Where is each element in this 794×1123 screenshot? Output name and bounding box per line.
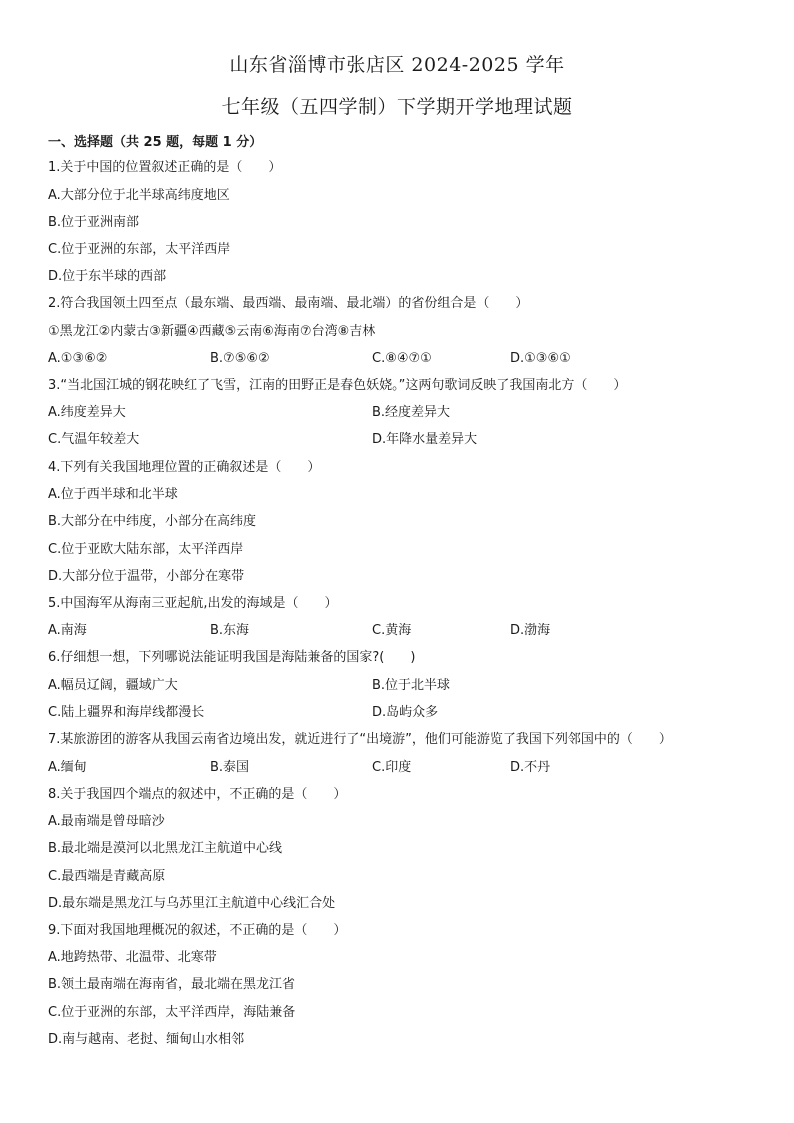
question-2-option-b: B.⑦⑤⑥② — [210, 351, 270, 366]
question-6-option-c: C.陆上疆界和海岸线都漫长 — [48, 705, 205, 720]
question-3-stem: 3.“当北国江城的钢花映红了飞雪，江南的田野正是春色妖娆。”这两句歌词反映了我国南北方（ ） — [48, 378, 627, 393]
question-6-option-b: B.位于北半球 — [372, 678, 451, 693]
question-4-option-b: B.大部分在中纬度，小部分在高纬度 — [48, 514, 257, 529]
question-9-option-d: D.南与越南、老挝、缅甸山水相邻 — [48, 1032, 245, 1047]
question-1-option-b: B.位于亚洲南部 — [48, 215, 140, 230]
question-6-option-a: A.幅员辽阔，疆域广大 — [48, 678, 178, 693]
question-7-stem: 7.某旅游团的游客从我国云南省边境出发，就近进行了“出境游”，他们可能游览了我国下列邻国中的（ ） — [48, 732, 672, 747]
question-8-option-c: C.最西端是青藏高原 — [48, 869, 166, 884]
question-3-option-a: A.纬度差异大 — [48, 405, 126, 420]
question-5-option-c: C.黄海 — [372, 623, 412, 638]
question-7-option-a: A.缅甸 — [48, 760, 87, 775]
question-9-stem: 9.下面对我国地理概况的叙述，不正确的是（ ） — [48, 923, 347, 938]
question-2-option-c: C.⑧④⑦① — [372, 351, 432, 366]
question-5-option-d: D.渤海 — [510, 623, 551, 638]
question-6-option-d: D.岛屿众多 — [372, 705, 439, 720]
question-8-stem: 8.关于我国四个端点的叙述中，不正确的是（ ） — [48, 787, 347, 802]
question-4-option-c: C.位于亚欧大陆东部，太平洋西岸 — [48, 542, 244, 557]
question-8-option-d: D.最东端是黑龙江与乌苏里江主航道中心线汇合处 — [48, 896, 336, 911]
question-4-stem: 4.下列有关我国地理位置的正确叙述是（ ） — [48, 460, 321, 475]
question-1-stem: 1.关于中国的位置叙述正确的是（ ） — [48, 160, 282, 175]
section-heading: 一、选择题（共 25 题，每题 1 分） — [48, 135, 263, 150]
question-7-option-d: D.不丹 — [510, 760, 551, 775]
question-5-stem: 5.中国海军从海南三亚起航,出发的海域是（ ） — [48, 596, 338, 611]
question-7-option-c: C.印度 — [372, 760, 412, 775]
question-9-option-c: C.位于亚洲的东部，太平洋西岸，海陆兼备 — [48, 1005, 296, 1020]
question-8-option-a: A.最南端是曾母暗沙 — [48, 814, 165, 829]
question-2-stem: 2.符合我国领土四至点（最东端、最西端、最南端、最北端）的省份组合是（ ） — [48, 296, 529, 311]
question-9-option-a: A.地跨热带、北温带、北寒带 — [48, 950, 217, 965]
question-2-provinces: ①黑龙江②内蒙古③新疆④西藏⑤云南⑥海南⑦台湾⑧吉林 — [48, 324, 376, 339]
question-5-option-a: A.南海 — [48, 623, 87, 638]
question-2-option-a: A.①③⑥② — [48, 351, 108, 366]
question-1-option-c: C.位于亚洲的东部，太平洋西岸 — [48, 242, 231, 257]
question-7-option-b: B.泰国 — [210, 760, 250, 775]
question-3-option-c: C.气温年较差大 — [48, 432, 140, 447]
question-1-option-d: D.位于东半球的西部 — [48, 269, 167, 284]
question-8-option-b: B.最北端是漠河以北黑龙江主航道中心线 — [48, 841, 283, 856]
question-5-option-b: B.东海 — [210, 623, 250, 638]
question-4-option-a: A.位于西半球和北半球 — [48, 487, 178, 502]
question-4-option-d: D.大部分位于温带，小部分在寒带 — [48, 569, 245, 584]
question-3-option-b: B.经度差异大 — [372, 405, 451, 420]
question-3-option-d: D.年降水量差异大 — [372, 432, 478, 447]
question-2-option-d: D.①③⑥① — [510, 351, 571, 366]
question-1-option-a: A.大部分位于北半球高纬度地区 — [48, 188, 230, 203]
document-title-line1: 山东省淄博市张店区 2024-2025 学年 — [229, 54, 565, 76]
question-6-stem: 6.仔细想一想，下列哪说法能证明我国是海陆兼备的国家?( ) — [48, 650, 416, 665]
document-title-line2: 七年级（五四学制）下学期开学地理试题 — [221, 96, 573, 118]
question-9-option-b: B.领土最南端在海南省，最北端在黑龙江省 — [48, 977, 296, 992]
